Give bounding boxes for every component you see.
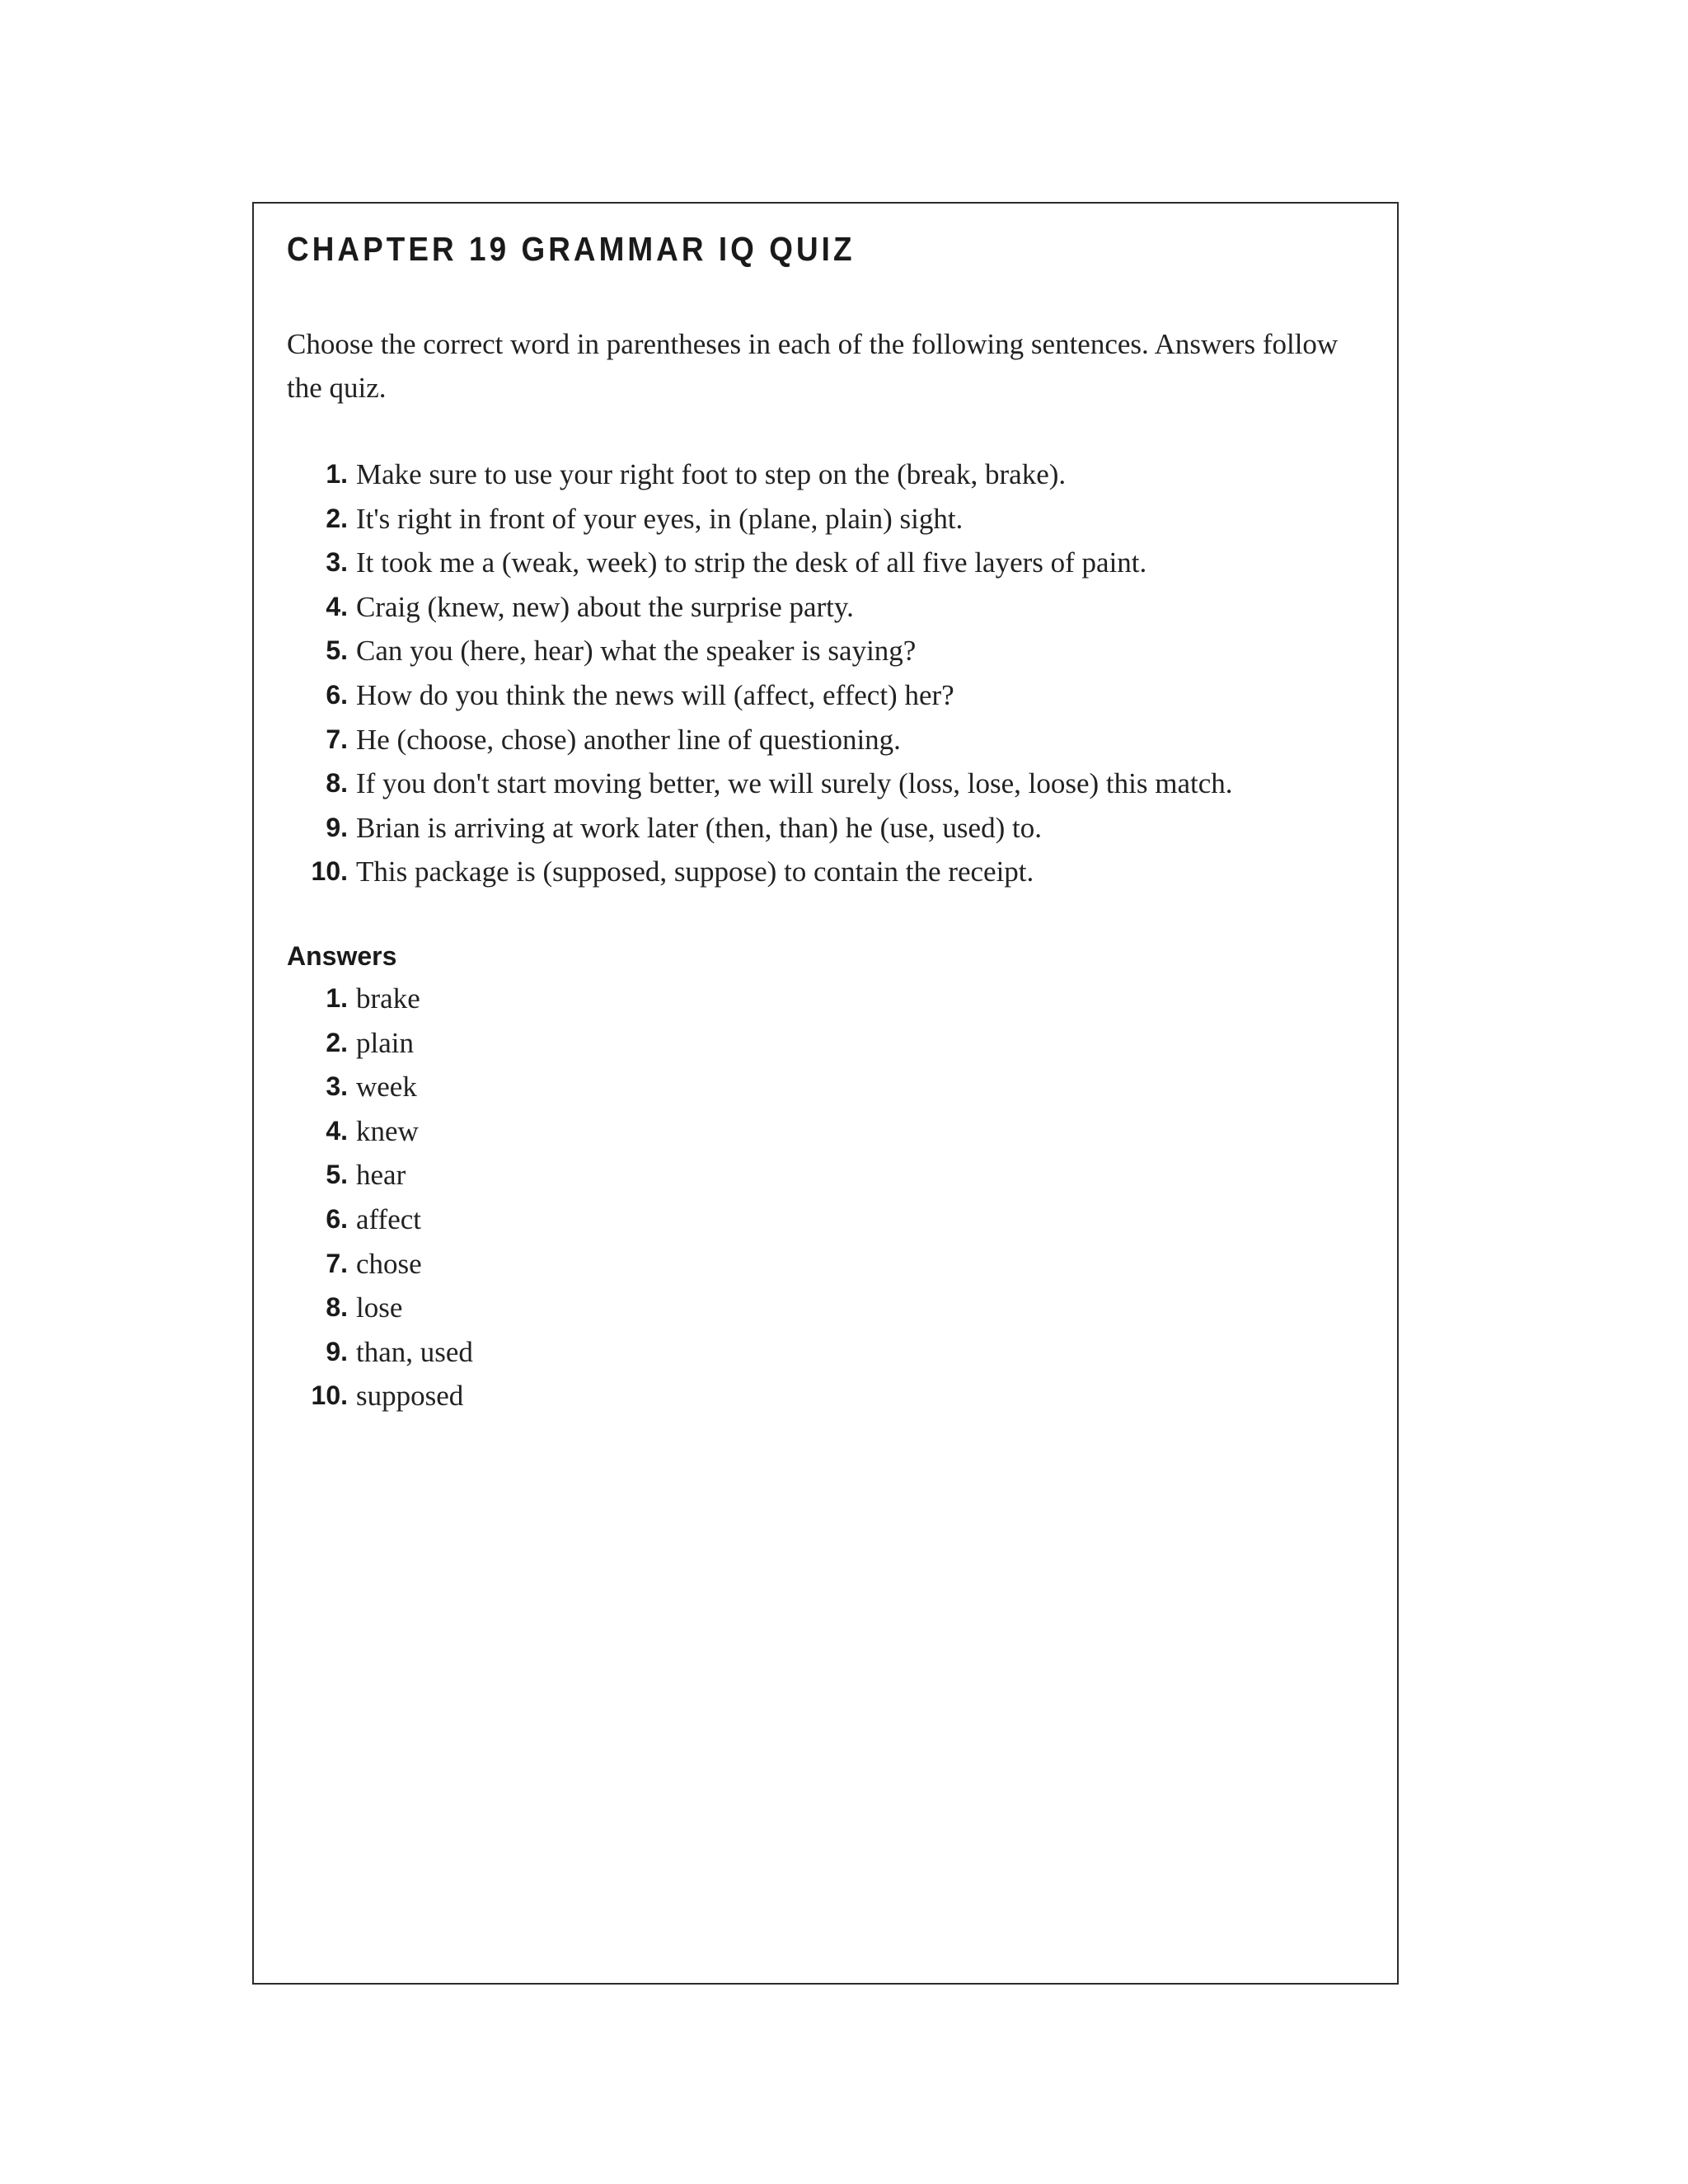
question-number: 1. (326, 459, 348, 489)
question-text: Can you (here, hear) what the speaker is saying? (356, 635, 917, 668)
answer-item (287, 1021, 473, 1066)
answer-text: brake (356, 982, 420, 1015)
answer-item (287, 977, 473, 1021)
answer-text: supposed (356, 1380, 464, 1413)
question-item (287, 806, 1232, 851)
question-item (287, 718, 1232, 762)
question-text: How do you think the news will (affect, effect) her? (356, 678, 954, 711)
question-number: 9. (326, 812, 348, 842)
answer-list (287, 977, 473, 1418)
answer-text: hear (356, 1159, 406, 1192)
answer-item (287, 1065, 473, 1109)
question-item (287, 629, 1232, 673)
question-item (287, 762, 1232, 806)
answer-text: plain (356, 1026, 414, 1059)
answer-text: lose (356, 1291, 403, 1324)
question-text: It took me a (weak, week) to strip the desk of all five layers of paint. (356, 546, 1147, 579)
question-text: If you don't start moving better, we will surely (loss, lose, loose) this match. (356, 767, 1233, 800)
question-number: 6. (326, 679, 348, 710)
question-item (287, 673, 1232, 718)
question-text: Make sure to use your right foot to step on the (break, brake). (356, 458, 1067, 490)
answer-text: week (356, 1071, 417, 1104)
question-number: 5. (326, 635, 348, 666)
question-number: 10. (311, 856, 348, 887)
question-number: 3. (326, 547, 348, 578)
quiz-box (252, 202, 1399, 1985)
question-text: Brian is arriving at work later (then, than) he (use, used) to. (356, 811, 1042, 844)
answer-number: 4. (326, 1115, 348, 1146)
answer-number: 1. (326, 983, 348, 1013)
answer-number: 3. (326, 1071, 348, 1102)
question-text: He (choose, chose) another line of questioning. (356, 723, 901, 756)
answer-item (287, 1153, 473, 1197)
question-item (287, 850, 1232, 894)
answer-number: 2. (326, 1027, 348, 1057)
question-text: It's right in front of your eyes, in (plane, plain) sight. (356, 502, 964, 535)
question-text: Craig (knew, new) about the surprise party. (356, 590, 854, 623)
question-number: 4. (326, 591, 348, 621)
answer-text: affect (356, 1202, 422, 1235)
answer-item (287, 1197, 473, 1242)
question-item (287, 541, 1232, 585)
question-list (287, 452, 1232, 894)
question-number: 7. (326, 724, 348, 754)
answer-item (287, 1286, 473, 1330)
answer-number: 5. (326, 1160, 348, 1190)
answer-text: knew (356, 1114, 419, 1147)
answer-item (287, 1109, 473, 1154)
answers-heading: Answers (287, 941, 397, 971)
instructions: Choose the correct word in parentheses in each of the following sentences. Answers follow the quiz. (287, 328, 1339, 404)
question-item (287, 585, 1232, 630)
answer-item (287, 1374, 473, 1418)
answer-number: 6. (326, 1203, 348, 1234)
answer-item (287, 1242, 473, 1286)
answer-text: than, used (356, 1335, 473, 1368)
answer-number: 9. (326, 1336, 348, 1366)
page-title: CHAPTER 19 GRAMMAR IQ QUIZ (287, 230, 856, 268)
question-number: 2. (326, 503, 348, 533)
answer-number: 7. (326, 1248, 348, 1278)
question-text: This package is (supposed, suppose) to contain the receipt. (356, 855, 1034, 888)
answer-text: chose (356, 1247, 422, 1280)
question-number: 8. (326, 768, 348, 799)
question-item (287, 452, 1232, 497)
answer-item (287, 1330, 473, 1375)
answer-number: 8. (326, 1292, 348, 1323)
question-item (287, 497, 1232, 541)
answer-number: 10. (311, 1380, 348, 1411)
